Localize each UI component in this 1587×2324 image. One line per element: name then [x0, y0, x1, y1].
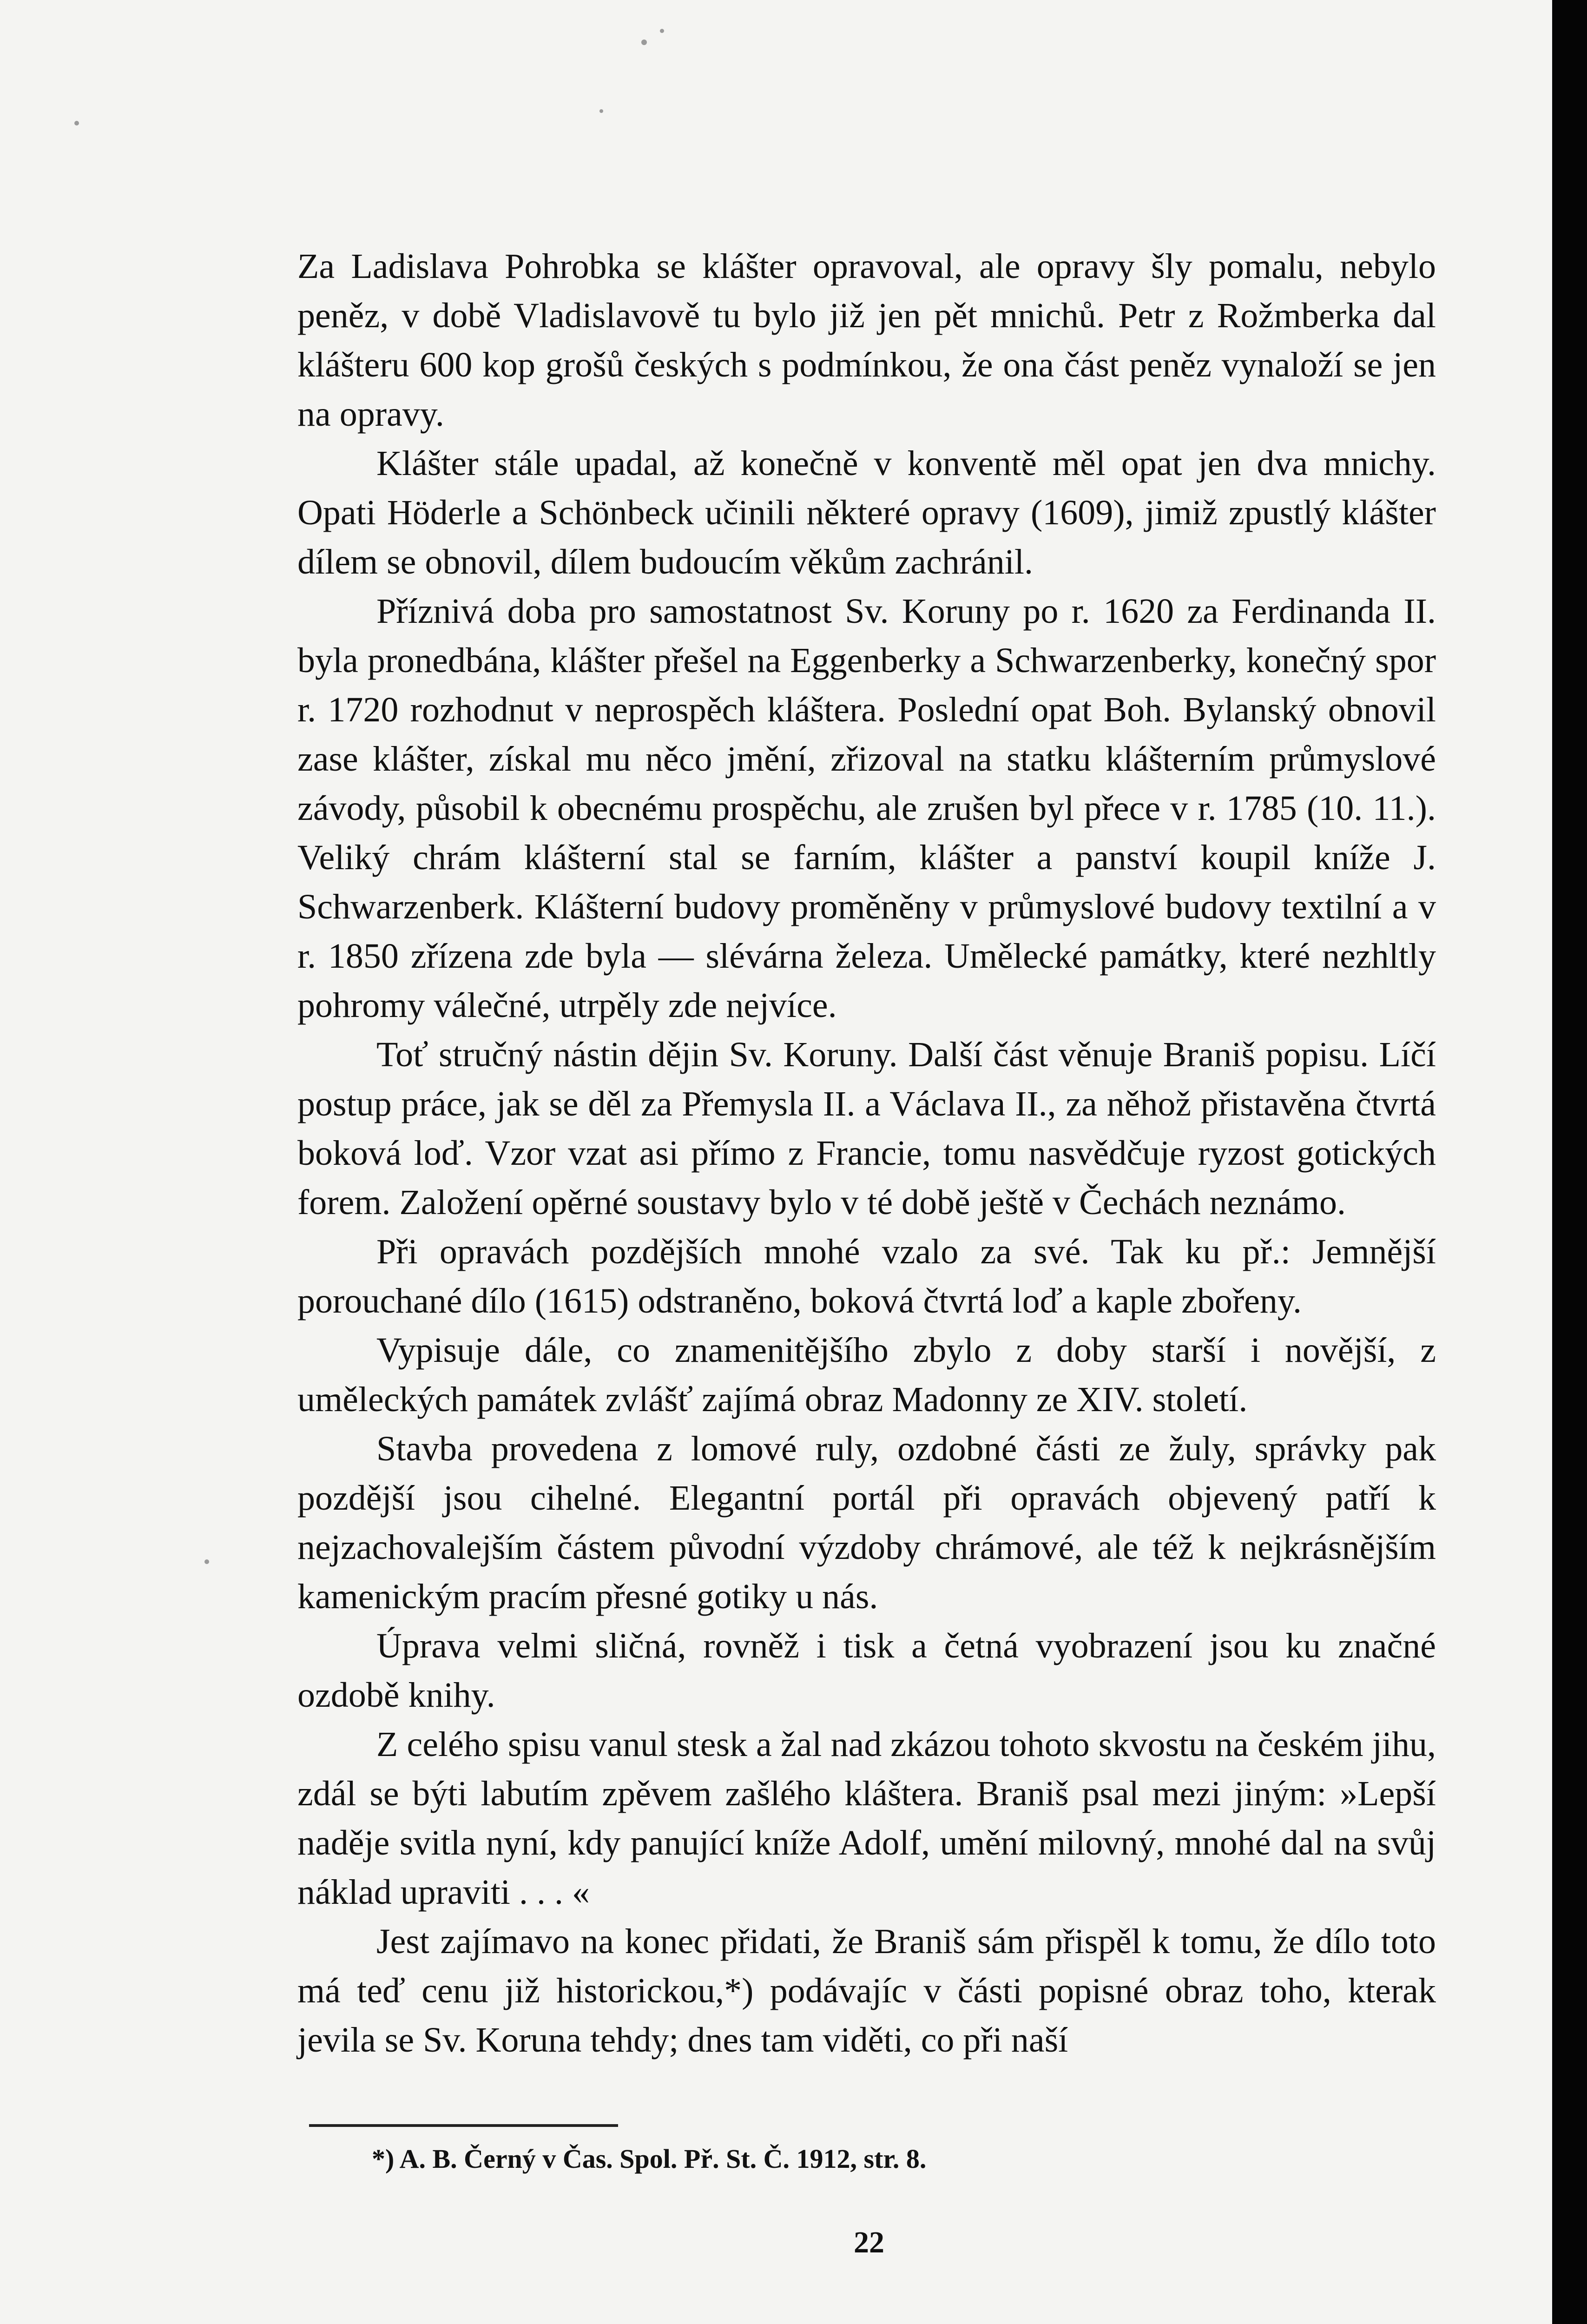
paragraph: Z celého spisu vanul stesk a žal nad zkázou tohoto skvostu na českém jihu, zdál se býti labutím zpěvem zašlého kláštera. Braniš psal mezi jiným: »Lepší naděje svitla nyní, kdy panující kníže Adolf, umění milovný, mnohé dal na svůj náklad upraviti . . . «	[297, 1725, 1436, 1912]
scan-speck	[74, 121, 79, 125]
paragraph: Klášter stále upadal, až konečně v konventě měl opat jen dva mnichy. Opati Höderle a Schönbeck učinili některé opravy (1609), jimiž zpustlý klášter dílem se obnovil, dílem budoucím věkům zachránil.	[297, 444, 1436, 581]
page-number: 22	[854, 2225, 884, 2259]
paragraph: Toť stručný nástin dějin Sv. Koruny. Další část věnuje Braniš popisu. Líčí postup práce, jak se děl za Přemysla II. a Václava II., za něhož přistavěna čtvrtá boková loď. Vzor vzat asi přímo z Francie, tomu nasvědčuje ryzost gotických forem. Založení opěrné soustavy bylo v té době ještě v Čechách neznámo.	[297, 1035, 1436, 1222]
paragraph: Za Ladislava Pohrobka se klášter opravoval, ale opravy šly pomalu, nebylo peněz, v době Vladislavově tu bylo již jen pět mnichů. Petr z Rožmberka dal klášteru 600 kop grošů českých s podmínkou, že ona část peněz vynaloží se jen na opravy.	[297, 247, 1436, 434]
scan-speck	[204, 1559, 209, 1564]
paragraph: Při opravách pozdějších mnohé vzalo za své. Tak ku př.: Jemnější porouchané dílo (1615) odstraněno, boková čtvrtá loď a kaple zbořeny.	[297, 1232, 1436, 1320]
paragraph: Stavba provedena z lomové ruly, ozdobné části ze žuly, správky pak pozdější jsou cihelné. Elegantní portál při opravách objevený patří k nejzachovalejším částem původní výzdoby chrámové, ale též k nejkrásnějším kamenickým pracím přesné gotiky u nás.	[297, 1429, 1436, 1616]
paragraph: Úprava velmi sličná, rovněž i tisk a četná vyobrazení jsou ku značné ozdobě knihy.	[297, 1626, 1436, 1715]
footnote: *) A. B. Černý v Čas. Spol. Př. St. Č. 1912, str. 8.	[372, 2144, 927, 2174]
scan-speck	[641, 40, 647, 45]
paragraph: Příznivá doba pro samostatnost Sv. Koruny po r. 1620 za Ferdinanda II. byla pronedbána, klášter přešel na Eggenberky a Schwarzenberky, konečný spor r. 1720 rozhodnut v neprospěch kláštera. Poslední opat Boh. Bylanský obnovil zase klášter, získal mu něco jmění, zřizoval na statku klášterním průmyslové závody, působil k obecnému prospěchu, ale zrušen byl přece v r. 1785 (10. 11.). Veliký chrám klášterní stal se farním, klášter a panství koupil kníže J. Schwarzenberk. Klášterní budovy proměněny v průmyslové budovy textilní a v r. 1850 zřízena zde byla — slévárna železa. Umělecké památky, které nezhltly pohromy válečné, utrpěly zde nejvíce.	[297, 592, 1436, 1025]
scan-speck	[660, 29, 664, 33]
paragraph: Jest zajímavo na konec přidati, že Braniš sám přispěl k tomu, že dílo toto má teď cenu již historickou,*) podávajíc v části popisné obraz toho, kterak jevila se Sv. Koruna tehdy; dnes tam viděti, co při naší	[297, 1922, 1436, 2060]
paragraph: Vypisuje dále, co znamenitějšího zbylo z doby starší i novější, z uměleckých památek zvlášť zajímá obraz Madonny ze XIV. století.	[297, 1331, 1436, 1419]
footnote-divider	[309, 2124, 618, 2127]
body-text	[297, 242, 1436, 2065]
scan-border	[1552, 0, 1587, 2324]
scan-speck	[599, 109, 603, 113]
